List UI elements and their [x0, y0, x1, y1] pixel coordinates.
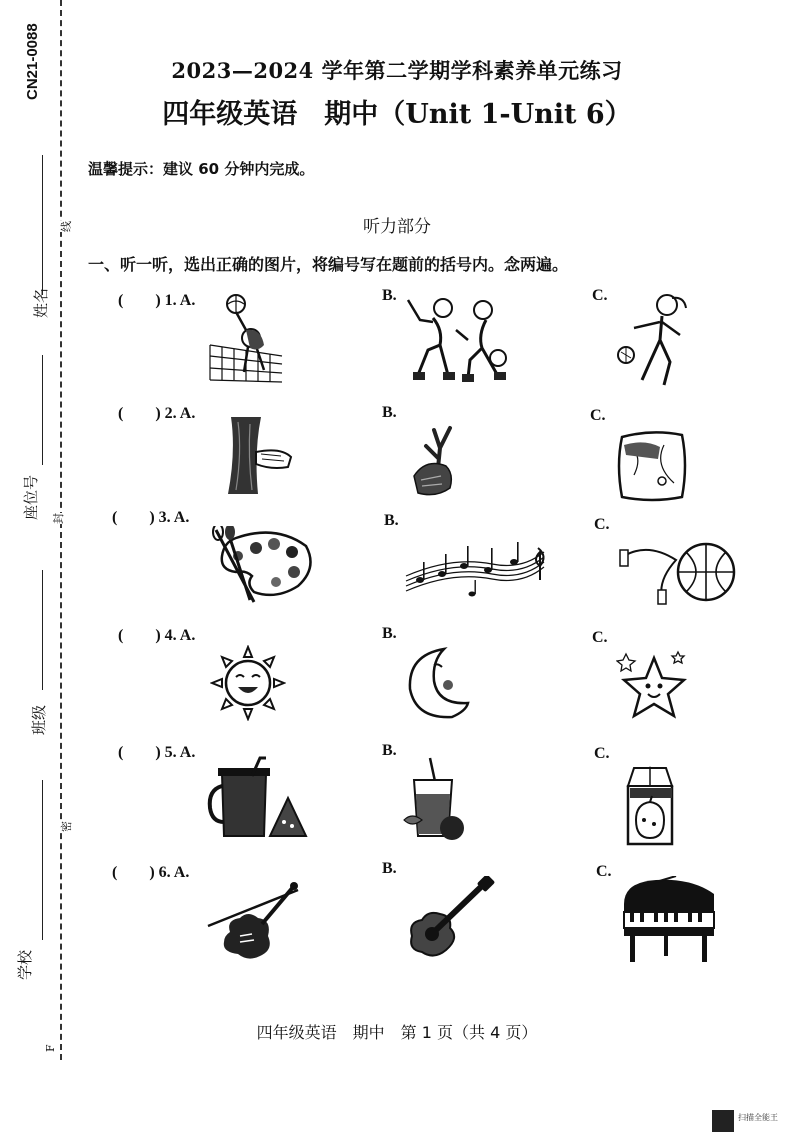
seat-label: 座位号: [22, 474, 40, 520]
bottom-char: F: [44, 1044, 57, 1052]
q3-option-c: C.: [594, 516, 610, 533]
school-label: 学校: [16, 949, 34, 980]
milk-carton-icon: [620, 758, 680, 846]
q4-option-b: B.: [382, 625, 397, 642]
moon-icon: [404, 645, 472, 721]
line-char: 线: [60, 221, 73, 232]
sun-icon: [210, 645, 286, 721]
question-2-label: ( ) 2. A.: [118, 405, 196, 422]
section-title: 听力部分: [363, 217, 431, 237]
juice-jug-icon: [204, 756, 308, 840]
time-tip: 温馨提示：建议 60 分钟内完成。: [88, 160, 315, 178]
exam-title: 2023—2024 学年第二学期学科素养单元练习: [171, 58, 623, 83]
binding-cut-line: [60, 0, 62, 1060]
q3-option-b: B.: [384, 512, 399, 529]
q2-option-c: C.: [590, 407, 606, 424]
music-notes-icon: [402, 536, 552, 600]
question-6-label: ( ) 6. A.: [112, 864, 190, 881]
q1-option-c: C.: [592, 287, 608, 304]
pillow-hand-icon: [614, 425, 689, 503]
q1-option-b: B.: [382, 287, 397, 304]
paper-code: CN21-0088: [24, 23, 41, 100]
basketball-players-icon: [398, 290, 523, 385]
name-label: 姓名: [32, 287, 50, 318]
question-4-label: ( ) 4. A.: [118, 627, 196, 644]
q2-option-b: B.: [382, 404, 397, 421]
school-write-line: [42, 780, 43, 940]
branch-hand-icon: [406, 418, 466, 498]
secret-char: 密: [60, 821, 73, 832]
scanner-watermark: 扫描全能王: [738, 1113, 778, 1122]
qr-code-icon: [712, 1110, 734, 1132]
q5-option-c: C.: [594, 745, 610, 762]
volleyball-icon: [206, 290, 286, 385]
violin-icon: [202, 880, 304, 964]
class-write-line: [42, 570, 43, 690]
question-instruction: 一、听一听，选出正确的图片，将编号写在题前的括号内。念两遍。: [88, 255, 569, 274]
q6-option-b: B.: [382, 860, 397, 877]
question-3-label: ( ) 3. A.: [112, 509, 190, 526]
juice-glass-icon: [402, 756, 466, 842]
class-label: 班级: [30, 704, 48, 735]
q6-option-c: C.: [596, 863, 612, 880]
q5-option-b: B.: [382, 742, 397, 759]
tree-trunk-hand-icon: [206, 412, 296, 497]
page-footer: 四年级英语 期中 第 1 页（共 4 页）: [256, 1023, 538, 1042]
seal-char: 封: [52, 513, 65, 524]
star-icon: [616, 648, 688, 720]
paint-palette-icon: [206, 526, 318, 604]
q4-option-c: C.: [592, 629, 608, 646]
piano-icon: [616, 876, 720, 964]
guitar-icon: [400, 876, 496, 960]
football-player-icon: [612, 290, 692, 390]
jump-rope-ball-icon: [618, 540, 738, 605]
seat-write-line: [42, 355, 43, 465]
question-1-label: ( ) 1. A.: [118, 292, 196, 309]
exam-subtitle: 四年级英语 期中（Unit 1-Unit 6）: [162, 99, 632, 130]
question-5-label: ( ) 5. A.: [118, 744, 196, 761]
